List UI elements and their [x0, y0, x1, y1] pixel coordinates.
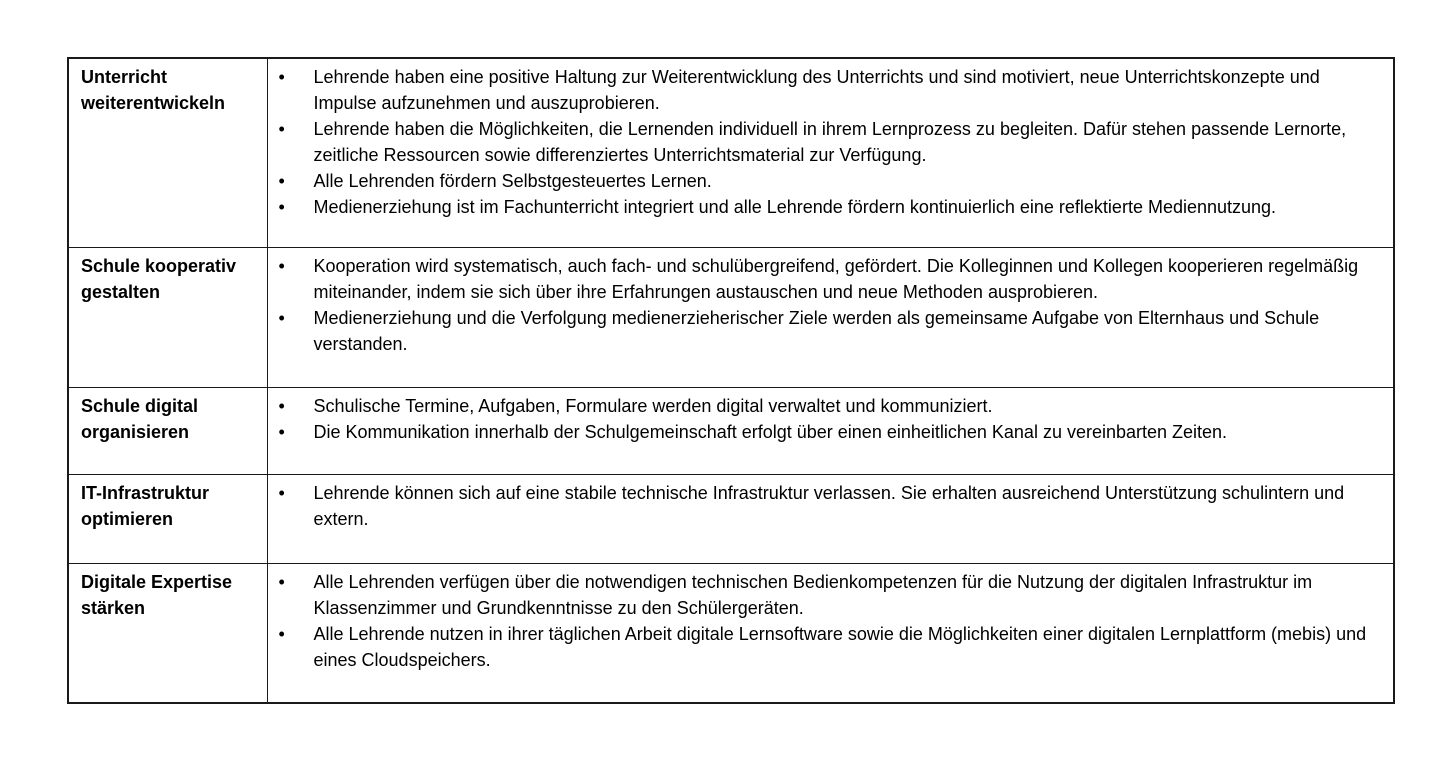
bullet-icon: [279, 393, 299, 419]
bullet-text: Medienerziehung ist im Fachunterricht integriert und alle Lehrende fördern kontinuierlich eine reflektierte Mediennutzung.: [313, 197, 1277, 217]
goals-table-container: [67, 57, 1395, 704]
bullet-icon: [279, 168, 299, 194]
row-heading: Unterricht weiterentwickeln: [68, 58, 267, 247]
bullet-icon: [279, 64, 299, 90]
row-body: [267, 58, 1394, 247]
bullet-item: [268, 116, 1380, 168]
bullet-icon: [279, 116, 299, 142]
bullet-list: [268, 59, 1394, 225]
bullet-item: [268, 393, 1380, 419]
bullet-item: [268, 194, 1380, 220]
table-row: [68, 474, 1394, 563]
table-row: [68, 387, 1394, 474]
bullet-icon: [279, 253, 299, 279]
row-heading: Schule kooperativ gestalten: [68, 247, 267, 387]
bullet-item: [268, 64, 1380, 116]
bullet-icon: [279, 569, 299, 595]
bullet-list: [268, 564, 1394, 678]
bullet-item: [268, 168, 1380, 194]
bullet-icon: [279, 480, 299, 506]
row-body: [267, 387, 1394, 474]
row-heading: Digitale Expertise stärken: [68, 563, 267, 703]
bullet-text: Kooperation wird systematisch, auch fach- und schulübergreifend, gefördert. Die Kolleginnen und Kollegen kooperieren regelmäßig miteinander, indem sie sich über ihre Erfahrungen austauschen und neue Methoden ausprobieren.: [313, 255, 1359, 302]
bullet-item: [268, 253, 1380, 305]
bullet-icon: [279, 621, 299, 647]
bullet-item: [268, 419, 1380, 445]
bullet-icon: [279, 419, 299, 445]
bullet-item: [268, 305, 1380, 357]
bullet-text: Medienerziehung und die Verfolgung medienerzieherischer Ziele werden als gemeinsame Aufgabe von Elternhaus und Schule verstanden.: [313, 307, 1320, 354]
goals-table: [67, 57, 1395, 704]
bullet-item: [268, 480, 1380, 532]
row-body: [267, 563, 1394, 703]
bullet-text: Alle Lehrenden fördern Selbstgesteuertes Lernen.: [313, 171, 712, 191]
bullet-list: [268, 475, 1394, 537]
bullet-item: [268, 569, 1380, 621]
bullet-text: Lehrende haben eine positive Haltung zur Weiterentwicklung des Unterrichts und sind motiviert, neue Unterrichtskonzepte und Impulse aufzunehmen und auszuprobieren.: [313, 67, 1320, 113]
bullet-item: [268, 621, 1380, 673]
table-row: [68, 247, 1394, 387]
row-heading: IT-Infrastruktur optimieren: [68, 474, 267, 563]
row-body: [267, 247, 1394, 387]
row-heading: Schule digital organisieren: [68, 387, 267, 474]
bullet-text: Lehrende können sich auf eine stabile technische Infrastruktur verlassen. Sie erhalten ausreichend Unterstützung schulintern und extern.: [313, 482, 1345, 529]
bullet-text: Alle Lehrenden verfügen über die notwendigen technischen Bedienkompetenzen für die Nutzung der digitalen Infrastruktur im Klassenzimmer und Grundkenntnisse zu den Schülergeräten.: [313, 571, 1313, 618]
bullet-icon: [279, 194, 299, 220]
table-row: [68, 563, 1394, 703]
bullet-text: Schulische Termine, Aufgaben, Formulare werden digital verwaltet und kommuniziert.: [313, 395, 993, 416]
bullet-list: [268, 248, 1394, 362]
bullet-text: Alle Lehrende nutzen in ihrer täglichen Arbeit digitale Lernsoftware sowie die Möglichkeiten einer digitalen Lernplattform (mebis) und eines Cloudspeichers.: [313, 623, 1367, 670]
bullet-list: [268, 388, 1394, 450]
row-body: [267, 474, 1394, 563]
bullet-icon: [279, 305, 299, 331]
bullet-text: Lehrende haben die Möglichkeiten, die Lernenden individuell in ihrem Lernprozess zu begleiten. Dafür stehen passende Lernorte, zeitliche Ressourcen sowie differenziertes Unterrichtsmaterial zur Verfügung.: [313, 119, 1347, 165]
bullet-text: Die Kommunikation innerhalb der Schulgemeinschaft erfolgt über einen einheitlichen Kanal zu vereinbarten Zeiten.: [313, 421, 1228, 442]
table-row: [68, 58, 1394, 247]
